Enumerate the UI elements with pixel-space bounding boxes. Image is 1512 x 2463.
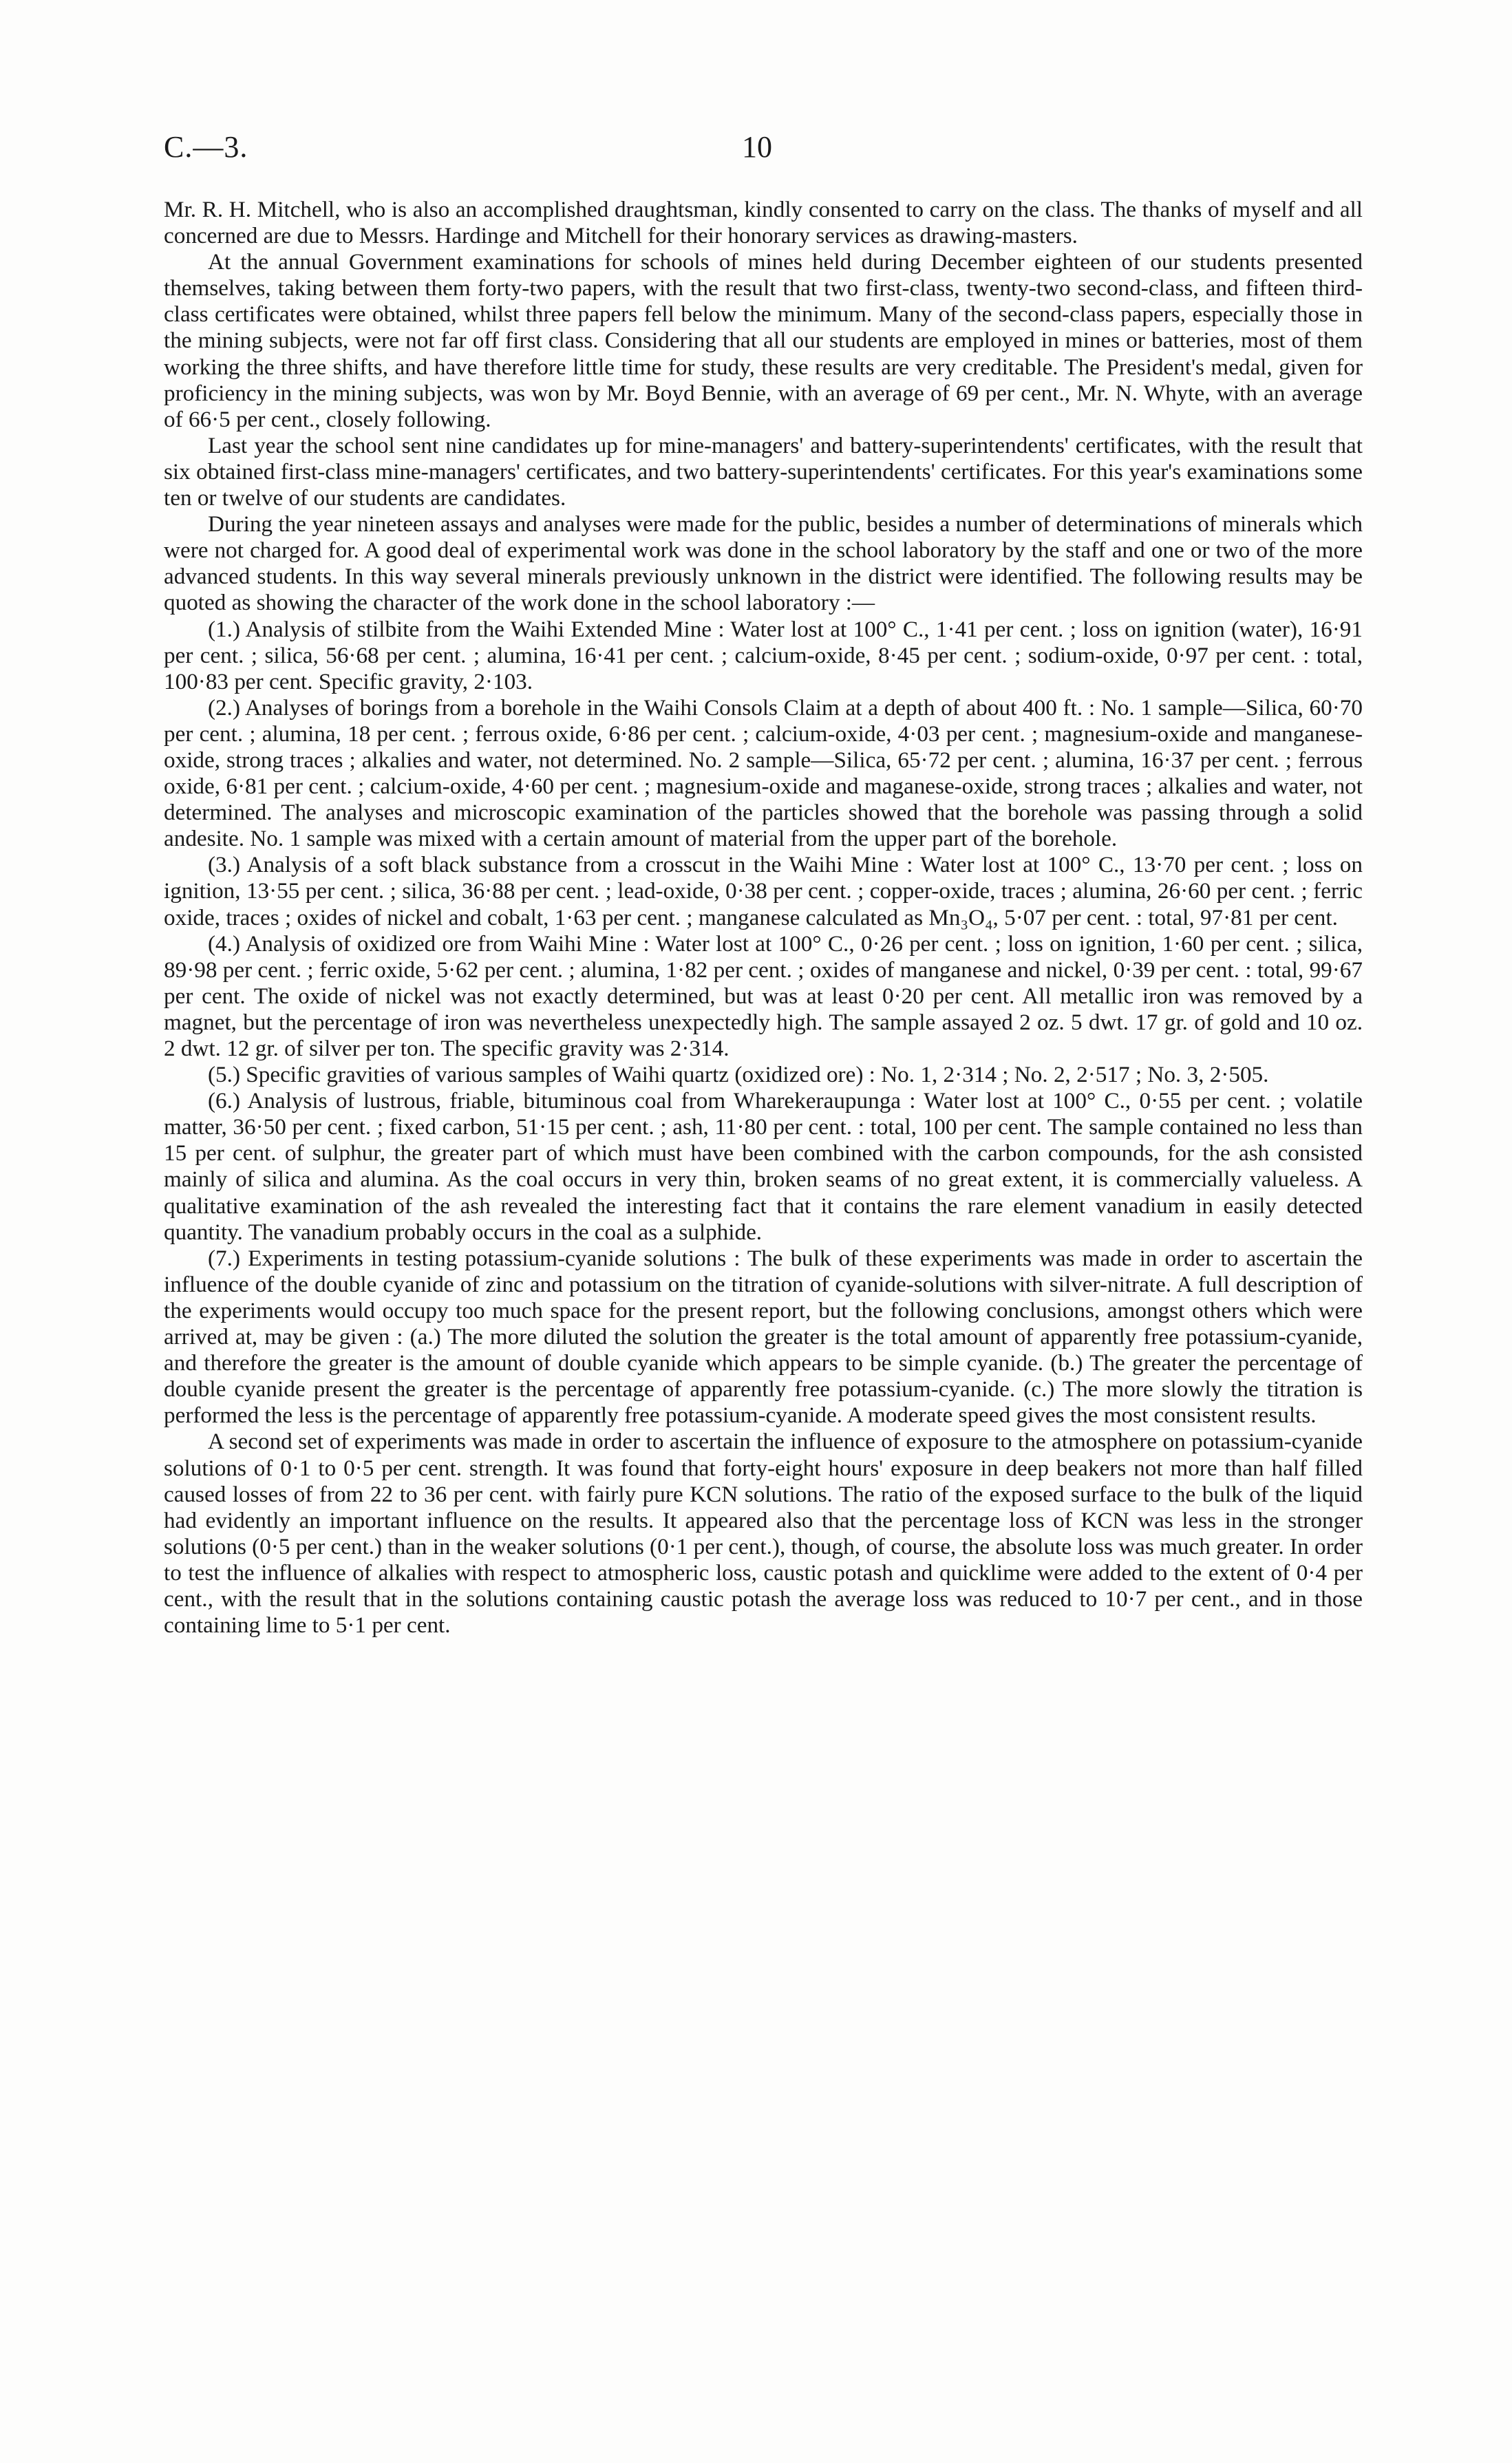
analysis-4-oxidized-ore: (4.) Analysis of oxidized ore from Waihi Mine : Water lost at 100° C., 0·26 per cent. ; loss on ignition, 1·60 per cent. ; silica, 89·98 per cent. ; ferric oxide, 5·62 per cent. ; alumina, 1·82 per cent. ; oxides of manganese and nickel, 0·39 per cent. : total, 99·67 per cent. The oxide of nickel was not exactly determined, but was at least 0·20 per cent. All metallic iron was removed by a magnet, but the percentage of iron was nevertheless unexpectedly high. The sample assayed 2 oz. 5 dwt. 17 gr. of gold and 10 oz. 2 dwt. 12 gr. of silver per ton. The specific gravity was 2·314. [164, 930, 1363, 1061]
analysis-5-specific-gravities: (5.) Specific gravities of various samples of Waihi quartz (oxidized ore) : No. 1, 2·314 ; No. 2, 2·517 ; No. 3, 2·505. [208, 1062, 1269, 1088]
page-header [164, 129, 1375, 171]
document-reference: C.—3. [164, 130, 248, 164]
paragraph-exposure-experiments: A second set of experiments was made in order to ascertain the influence of exposure to the atmosphere on potassium-cyanide solutions of 0·1 to 0·5 per cent. strength. It was found that forty-eight hours' exposure in deep beakers not more than half filled caused losses of from 22 to 36 per cent. with fairly pure KCN solutions. The ratio of the exposed surface to the bulk of the liquid had evidently an important influence on the results. It appeared also that the percentage loss of KCN was less in the stronger solutions (0·5 per cent.) than in the weaker solutions (0·1 per cent.), though, of course, the absolute loss was much greater. In order to test the influence of alkalies with respect to atmospheric loss, caustic potash and quicklime were added to the extent of 0·4 per cent., with the result that in the solutions containing caustic potash the average loss was reduced to 10·7 per cent., and in those containing lime to 5·1 per cent. [164, 1429, 1363, 1639]
paragraph-examinations: At the annual Government examinations for schools of mines held during December eighteen of our students presented themselves, taking between them forty-two papers, with the result that two first-class, twenty-two second-class, and fifteen third-class certificates were obtained, whilst three papers fell below the minimum. Many of the second-class papers, especially those in the mining subjects, were not far off first class. Considering that all our students are employed in mines or batteries, most of them working the three shifts, and have therefore little time for study, these results are very creditable. The President's medal, given for proficiency in the mining subjects, was won by Mr. Boyd Bennie, with an average of 69 per cent., Mr. N. Whyte, with an average of 66·5 per cent., closely following. [164, 249, 1363, 432]
body-text [164, 197, 1363, 1639]
paragraph-drawing-class: Mr. R. H. Mitchell, who is also an accomplished draughtsman, kindly consented to carry on the class. The thanks of myself and all concerned are due to Messrs. Hardinge and Mitchell for their honorary services as drawing-masters. [164, 197, 1363, 249]
analysis-1-stilbite: (1.) Analysis of stilbite from the Waihi Extended Mine : Water lost at 100° C., 1·41 per cent. ; loss on ignition (water), 16·91 per cent. ; silica, 56·68 per cent. ; alumina, 16·41 per cent. ; calcium-oxide, 8·45 per cent. ; sodium-oxide, 0·97 per cent. : total, 100·83 per cent. Specific gravity, 2·103. [164, 616, 1363, 694]
analysis-3-black-substance: (3.) Analysis of a soft black substance from a crosscut in the Waihi Mine : Water lost at 100° C., 13·70 per cent. ; loss on ignition, 13·55 per cent. ; silica, 36·88 per cent. ; lead-oxide, 0·38 per cent. ; copper-oxide, traces ; alumina, 26·60 per cent. ; ferric oxide, traces ; oxides of nickel and cobalt, 1·63 per cent. ; manganese calculated as Mn₃O₄, 5·07 per cent. : total, 97·81 per cent. [164, 852, 1363, 930]
analysis-7-cyanide: (7.) Experiments in testing potassium-cyanide solutions : The bulk of these experiments was made in order to ascertain the influence of the double cyanide of zinc and potassium on the titration of cyanide-solutions with silver-nitrate. A full description of the experiments would occupy too much space for the present report, but the following conclusions, amongst others which were arrived at, may be given : (a.) The more diluted the solution the greater is the total amount of apparently free potassium-cyanide, and therefore the greater is the amount of double cyanide which appears to be simple cyanide. (b.) The greater the percentage of double cyanide present the greater is the percentage of apparently free potassium-cyanide. (c.) The more slowly the titration is performed the less is the percentage of apparently free potassium-cyanide. A moderate speed gives the most consistent results. [164, 1245, 1363, 1429]
paragraph-certificates: Last year the school sent nine candidates up for mine-managers' and battery-superintendents' certificates, with the result that six obtained first-class mine-managers' certificates, and two battery-superintendents' certificates. For this year's examinations some ten or twelve of our students are candidates. [164, 432, 1363, 511]
paragraph-assays: During the year nineteen assays and analyses were made for the public, besides a number of determinations of minerals which were not charged for. A good deal of experimental work was done in the school laboratory by the staff and one or two of the more advanced students. In this way several minerals previously unknown in the district were identified. The following results may be quoted as showing the character of the work done in the school laboratory :— [164, 511, 1363, 616]
analysis-2-borings: (2.) Analyses of borings from a borehole in the Waihi Consols Claim at a depth of about 400 ft. : No. 1 sample—Silica, 60·70 per cent. ; alumina, 18 per cent. ; ferrous oxide, 6·86 per cent. ; calcium-oxide, 4·03 per cent. ; magnesium-oxide and manganese-oxide, strong traces ; alkalies and water, not determined. No. 2 sample—Silica, 65·72 per cent. ; alumina, 16·37 per cent. ; ferrous oxide, 6·81 per cent. ; calcium-oxide, 4·60 per cent. ; magnesium-oxide and maganese-oxide, strong traces ; alkalies and water, not determined. The analyses and microscopic examination of the particles showed that the borehole was passing through a solid andesite. No. 1 sample was mixed with a certain amount of material from the upper part of the borehole. [164, 694, 1363, 852]
page-number: 10 [742, 130, 772, 164]
analysis-6-coal: (6.) Analysis of lustrous, friable, bituminous coal from Wharekeraupunga : Water lost at 100° C., 0·55 per cent. ; volatile matter, 36·50 per cent. ; fixed carbon, 51·15 per cent. ; ash, 11·80 per cent. : total, 100 per cent. The sample contained no less than 15 per cent. of sulphur, the greater part of which must have been combined with the carbon compounds, for the ash consisted mainly of silica and alumina. As the coal occurs in very thin, broken seams of no great extent, it is commercially valueless. A qualitative examination of the ash revealed the interesting fact that it contains the rare element vanadium in easily detected quantity. The vanadium probably occurs in the coal as a sulphide. [164, 1088, 1363, 1245]
